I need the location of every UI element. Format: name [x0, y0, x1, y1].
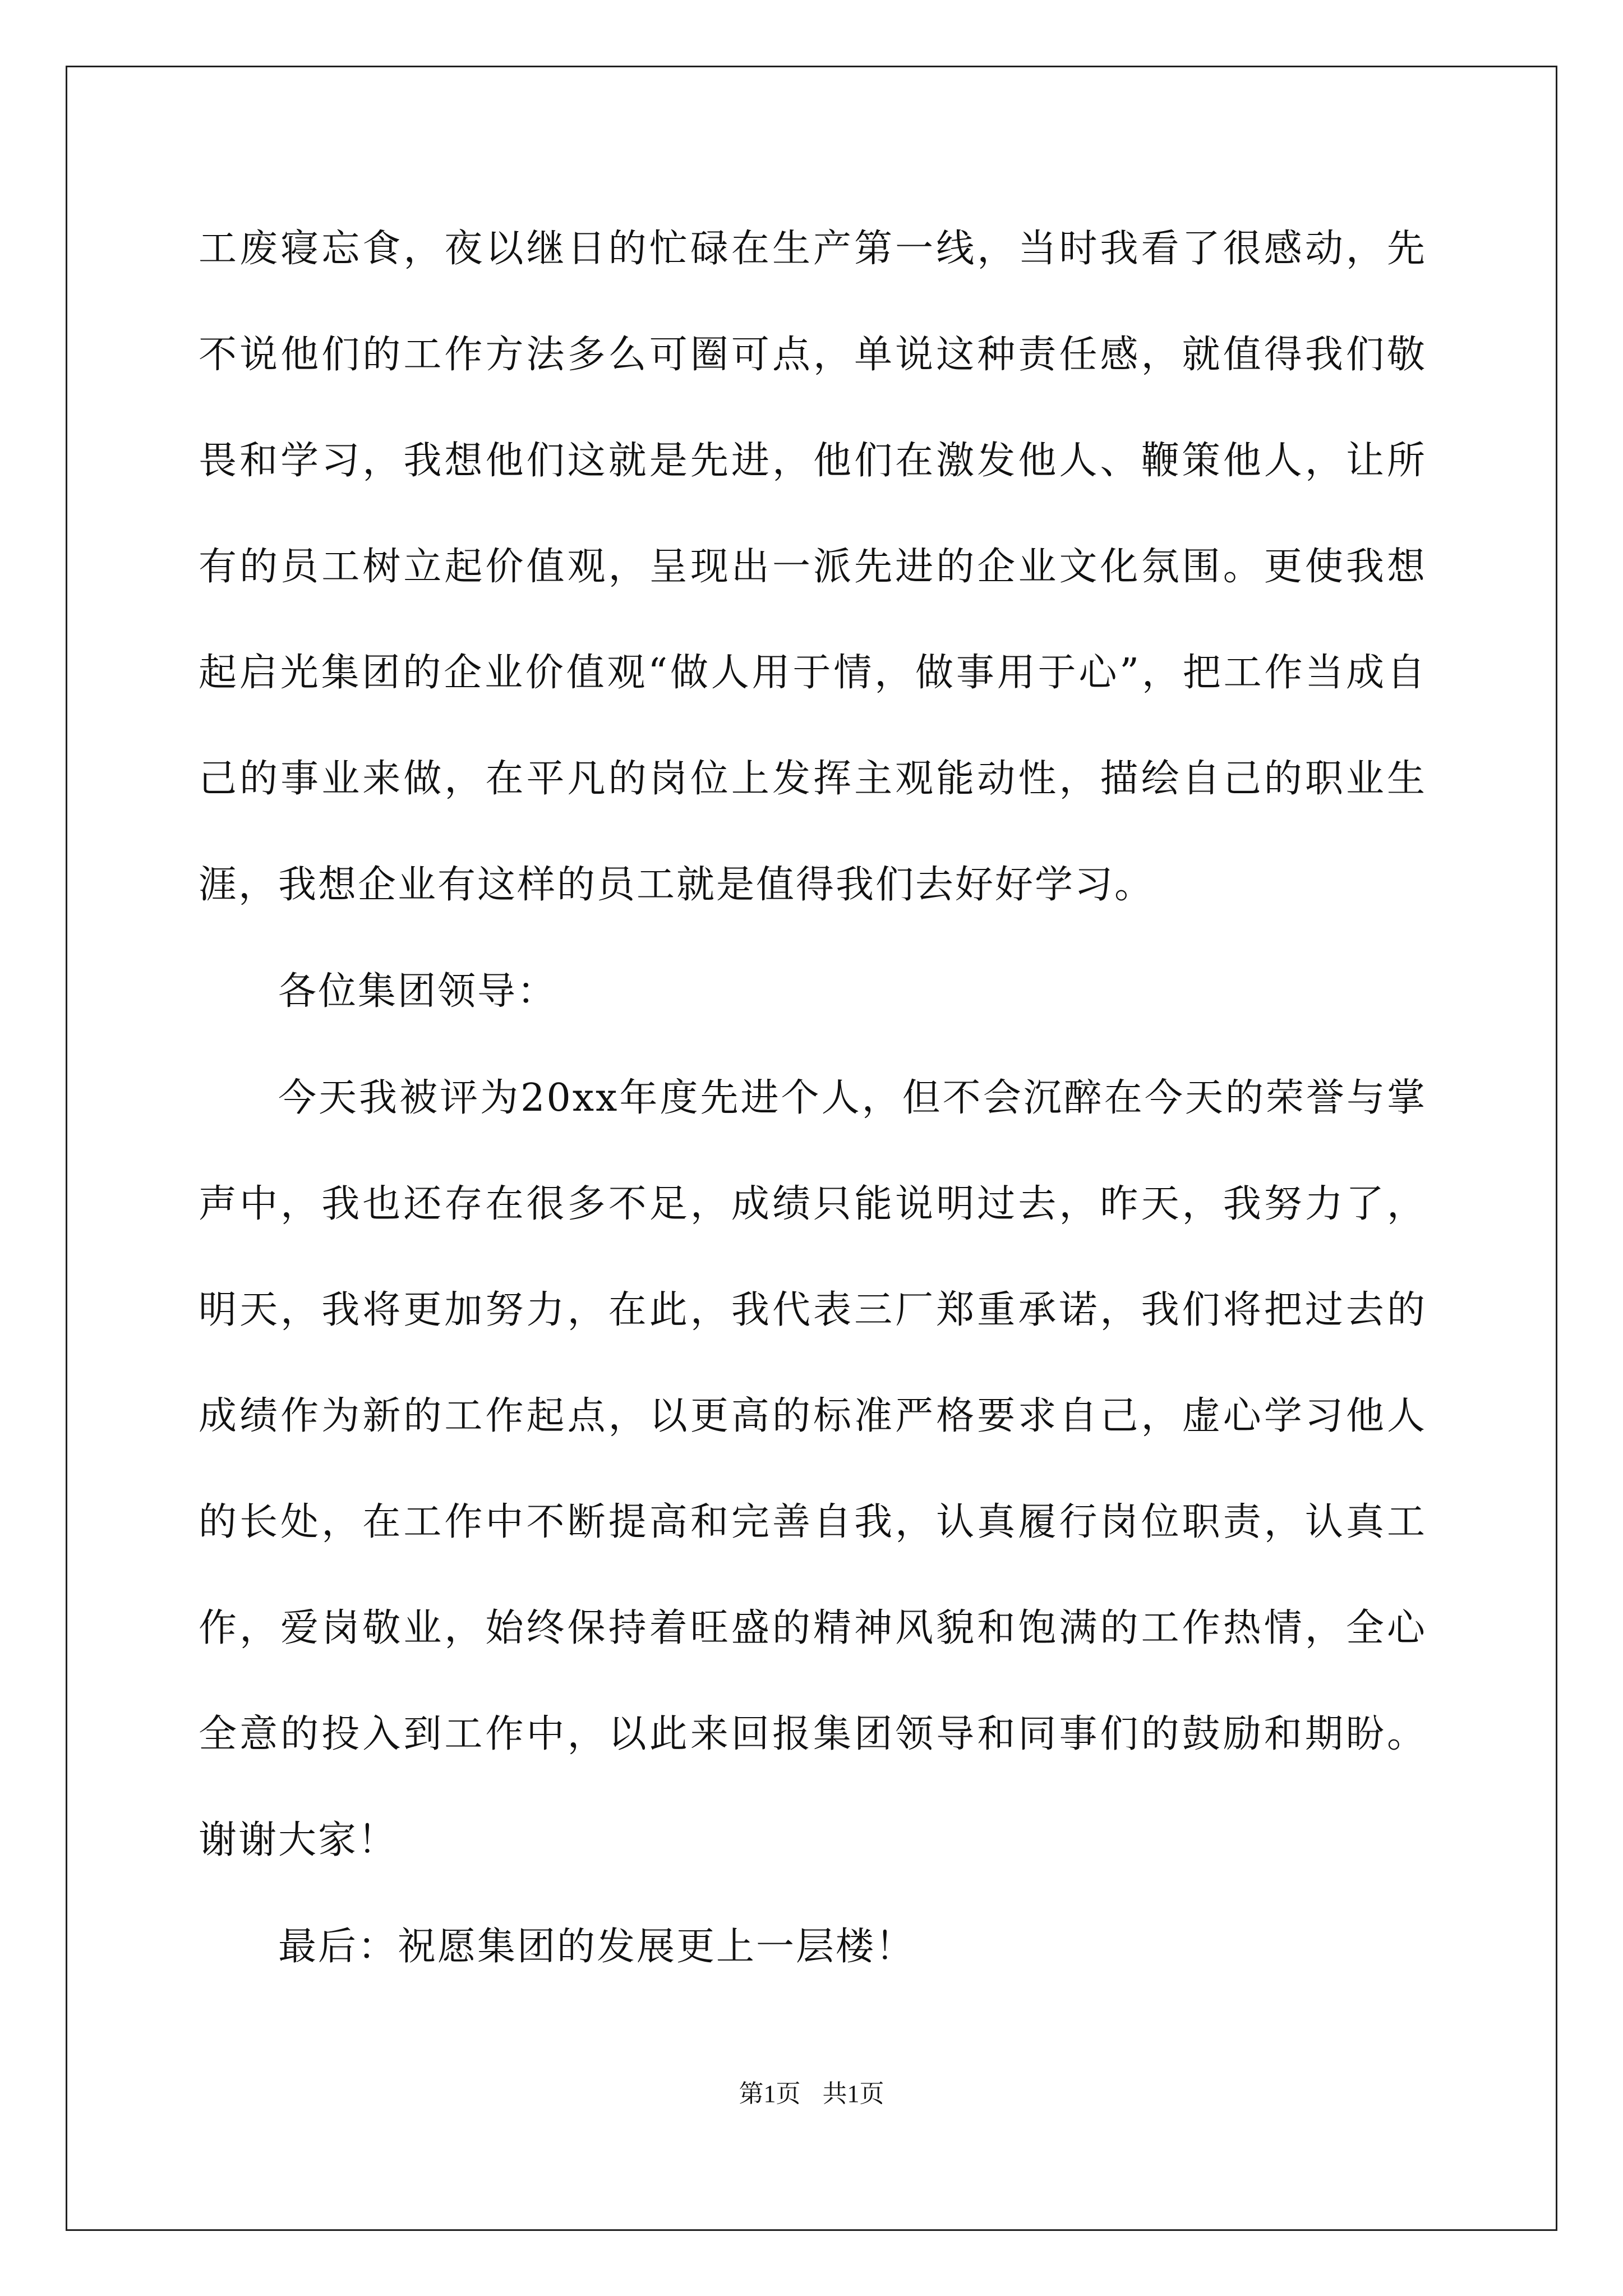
body-line: 己的事业来做，在平凡的岗位上发挥主观能动性，描绘自己的职业生 — [199, 757, 1427, 801]
thanks-line: 谢谢大家！ — [199, 1818, 398, 1862]
page-footer — [0, 2077, 1623, 2111]
body-line-last: 涯，我想企业有这样的员工就是值得我们去好好学习。 — [199, 863, 1155, 907]
page-total: 共1页 — [822, 2080, 884, 2108]
closing-line: 最后：祝愿集团的发展更上一层楼！ — [278, 1925, 916, 1969]
body-line: 的长处，在工作中不断提高和完善自我，认真履行岗位职责，认真工 — [199, 1500, 1427, 1544]
body-line: 成绩作为新的工作起点，以更高的标准严格要求自己，虚心学习他人 — [199, 1394, 1427, 1438]
body-line: 有的员工树立起价值观，呈现出一派先进的企业文化氛围。更使我想 — [199, 545, 1427, 589]
page-border — [66, 66, 1557, 2231]
body-line: 全意的投入到工作中，以此来回报集团领导和同事们的鼓励和期盼。 — [199, 1712, 1427, 1756]
body-line: 畏和学习，我想他们这就是先进，他们在激发他人、鞭策他人，让所 — [199, 439, 1427, 483]
body-line: 声中，我也还存在很多不足，成绩只能说明过去，昨天，我努力了， — [199, 1182, 1427, 1226]
salutation: 各位集团领导： — [278, 969, 557, 1014]
page-number: 第1页 — [739, 2080, 801, 2108]
body-line: 起启光集团的企业价值观“做人用于情，做事用于心”，把工作当成自 — [199, 651, 1427, 695]
body-line: 工废寝忘食，夜以继日的忙碌在生产第一线，当时我看了很感动，先 — [199, 227, 1427, 271]
body-line: 作，爱岗敬业，始终保持着旺盛的精神风貌和饱满的工作热情，全心 — [199, 1606, 1427, 1650]
body-line: 明天，我将更加努力，在此，我代表三厂郑重承诺，我们将把过去的 — [199, 1288, 1427, 1332]
paragraph-first-line: 今天我被评为20xx年度先进个人，但不会沉醉在今天的荣誉与掌 — [278, 1076, 1427, 1120]
body-line: 不说他们的工作方法多么可圈可点，单说这种责任感，就值得我们敬 — [199, 333, 1427, 377]
